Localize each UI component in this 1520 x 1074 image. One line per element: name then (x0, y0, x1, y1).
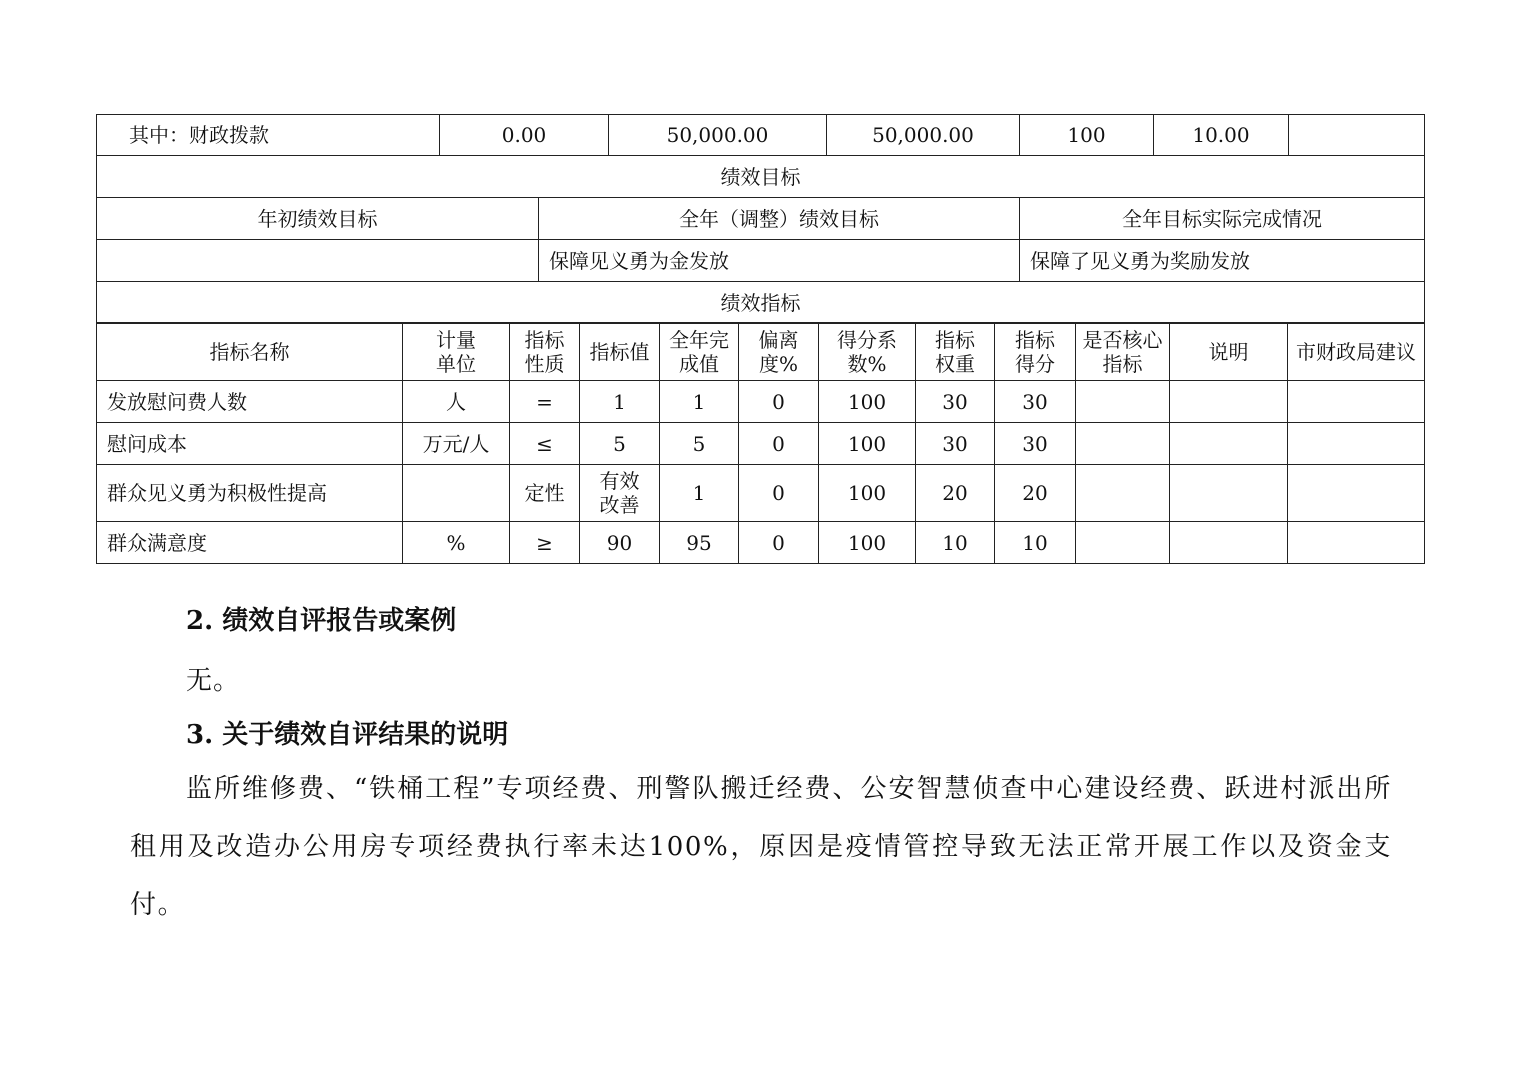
funding-value: 100 (1020, 115, 1154, 156)
indicator-cell: 90 (580, 522, 660, 564)
indicator-cell: 0 (739, 381, 819, 423)
indicator-cell (1170, 381, 1288, 423)
funding-value: 10.00 (1154, 115, 1289, 156)
indicator-cell: 20 (916, 465, 995, 522)
indicator-name: 群众见义勇为积极性提高 (97, 465, 403, 522)
goal-value (97, 240, 539, 282)
indicator-cell: 10 (916, 522, 995, 564)
indicator-cell: 10 (995, 522, 1076, 564)
indicator-cell: 万元/人 (403, 423, 510, 465)
indicator-cell (403, 465, 510, 522)
section2-heading: 2. 绩效自评报告或案例 (186, 606, 457, 636)
section3-heading: 3. 关于绩效自评结果的说明 (186, 720, 509, 750)
goal-column-header: 年初绩效目标 (97, 198, 539, 240)
indicator-cell: 30 (995, 423, 1076, 465)
indicator-cell: 100 (819, 522, 916, 564)
indicator-header-row (97, 323, 1425, 381)
indicator-cell: 30 (916, 423, 995, 465)
indicator-cell: 100 (819, 381, 916, 423)
funding-value (1289, 115, 1425, 156)
indicator-cell: 0 (739, 423, 819, 465)
indicator-cell: 100 (819, 465, 916, 522)
header-note: 说明 (1170, 323, 1288, 381)
header-deviation: 偏离度% (739, 323, 819, 381)
goal-columns-row (97, 198, 1425, 240)
indicator-cell: 1 (660, 381, 739, 423)
funding-value: 50,000.00 (609, 115, 827, 156)
indicator-cell: 95 (660, 522, 739, 564)
indicator-name: 慰问成本 (97, 423, 403, 465)
funding-value: 50,000.00 (827, 115, 1020, 156)
indicator-cell: 0 (739, 522, 819, 564)
indicator-cell: 100 (819, 423, 916, 465)
indicator-name: 发放慰问费人数 (97, 381, 403, 423)
table-row (97, 423, 1425, 465)
indicator-cell: 有效改善 (580, 465, 660, 522)
section3-text: 监所维修费、“铁桶工程”专项经费、刑警队搬迁经费、公安智慧侦查中心建设经费、跃进村派出所租用及改造办公用房专项经费执行率未达100%，原因是疫情管控导致无法正常开展工作以及资金支付。 (130, 774, 1392, 920)
goal-value: 保障了见义勇为奖励发放 (1020, 240, 1425, 282)
indicator-cell (1076, 465, 1170, 522)
indicator-cell: 定性 (510, 465, 580, 522)
performance-indicators-table (96, 322, 1425, 564)
header-coefficient: 得分系数% (819, 323, 916, 381)
header-nature: 指标性质 (510, 323, 580, 381)
header-suggestion: 市财政局建议 (1288, 323, 1425, 381)
indicator-cell: 20 (995, 465, 1076, 522)
goal-column-header: 全年（调整）绩效目标 (539, 198, 1020, 240)
indicator-cell: 1 (660, 465, 739, 522)
indicator-cell: ≥ (510, 522, 580, 564)
indicator-cell (1076, 423, 1170, 465)
indicator-cell (1170, 522, 1288, 564)
performance-goals-table (96, 114, 1425, 324)
indicator-cell: 人 (403, 381, 510, 423)
indicator-cell (1170, 423, 1288, 465)
indicator-name: 群众满意度 (97, 522, 403, 564)
funding-label: 其中：财政拨款 (97, 115, 440, 156)
indicator-cell: ≤ (510, 423, 580, 465)
indicator-cell: 1 (580, 381, 660, 423)
funding-row (97, 115, 1425, 156)
indicator-cell: 30 (995, 381, 1076, 423)
indicator-cell (1288, 381, 1425, 423)
header-weight: 指标权重 (916, 323, 995, 381)
indicator-cell (1170, 465, 1288, 522)
indicator-cell (1288, 423, 1425, 465)
indicator-cell: % (403, 522, 510, 564)
table-row (97, 522, 1425, 564)
goals-header: 绩效目标 (97, 156, 1425, 198)
indicator-cell: 0 (739, 465, 819, 522)
table-row (97, 381, 1425, 423)
header-target: 指标值 (580, 323, 660, 381)
goal-value: 保障见义勇为金发放 (539, 240, 1020, 282)
indicators-header: 绩效指标 (97, 282, 1425, 324)
indicator-cell: 30 (916, 381, 995, 423)
indicator-cell: = (510, 381, 580, 423)
funding-value: 0.00 (440, 115, 609, 156)
header-name: 指标名称 (97, 323, 403, 381)
indicator-cell (1288, 465, 1425, 522)
goal-column-header: 全年目标实际完成情况 (1020, 198, 1425, 240)
header-unit: 计量单位 (403, 323, 510, 381)
indicator-cell: 5 (660, 423, 739, 465)
indicator-cell (1076, 381, 1170, 423)
header-core: 是否核心指标 (1076, 323, 1170, 381)
indicator-cell (1076, 522, 1170, 564)
header-score: 指标得分 (995, 323, 1076, 381)
indicator-cell (1288, 522, 1425, 564)
header-actual: 全年完成值 (660, 323, 739, 381)
section2-text: 无。 (186, 666, 241, 696)
indicator-cell: 5 (580, 423, 660, 465)
table-row (97, 465, 1425, 522)
goal-values-row (97, 240, 1425, 282)
